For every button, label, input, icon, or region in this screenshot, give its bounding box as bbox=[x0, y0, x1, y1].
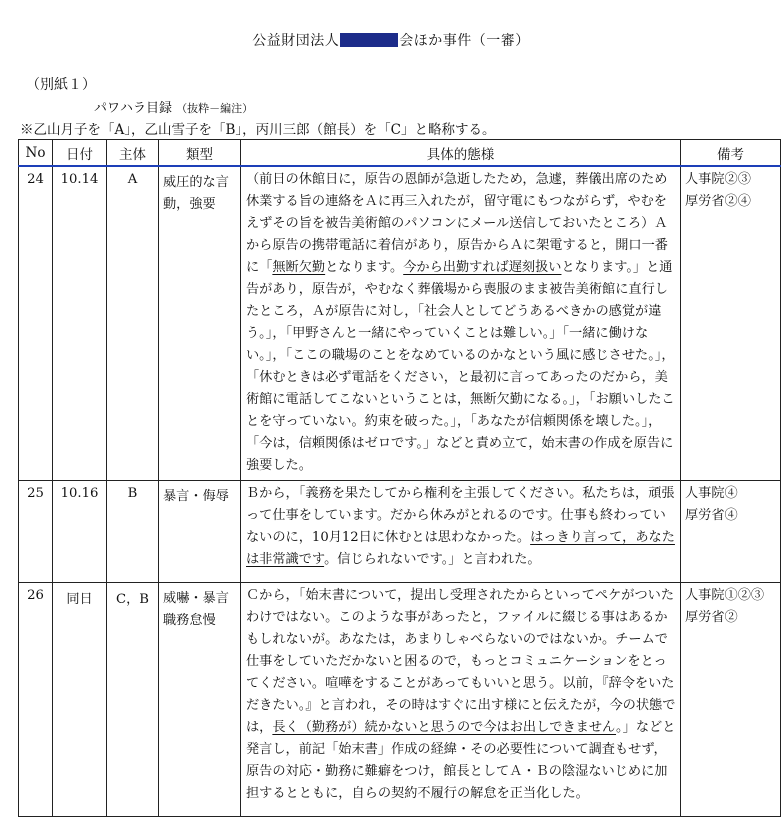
row-detail bbox=[241, 480, 681, 582]
list-title-main: パワハラ目録 bbox=[94, 101, 173, 116]
detail-segment: 。」などと発言し，前記「始末書」作成の経緯・その必要性について調査もせず，原告の対応・勤務に難癖をつけ，館長としてＡ・Ｂの陰湿ないじめに加担するとともに，自らの契約不履行の解怠を正当化した。 bbox=[246, 719, 676, 801]
row-no: 24 bbox=[19, 166, 53, 480]
row-date: 同日 bbox=[53, 582, 107, 816]
header-remarks: 備考 bbox=[681, 140, 781, 167]
row-no: 26 bbox=[19, 582, 53, 816]
list-title bbox=[94, 97, 253, 116]
detail-segment: 。信じられないです。」と言われた。 bbox=[324, 551, 541, 567]
detail-segment-underlined: 長く（勤務が）続かないと思うので今はお出しできません bbox=[272, 719, 617, 735]
table-row bbox=[19, 166, 781, 480]
row-date: 10.14 bbox=[53, 166, 107, 480]
case-title-suffix: 会ほか事件（一審） bbox=[399, 33, 530, 49]
remark-item: 人事院②③ bbox=[685, 172, 751, 187]
header-detail: 具体的態様 bbox=[241, 140, 681, 167]
row-remarks bbox=[681, 480, 781, 582]
table-row bbox=[19, 582, 781, 816]
remark-item: 厚労省②④ bbox=[685, 194, 751, 209]
remark-item: 厚労省② bbox=[685, 609, 738, 625]
table-row bbox=[19, 480, 781, 582]
case-title bbox=[0, 30, 782, 50]
detail-segment-underlined: 無断欠勤 bbox=[272, 260, 326, 275]
row-date: 10.16 bbox=[53, 480, 107, 582]
harassment-table bbox=[18, 139, 781, 817]
row-type: 暴言・侮辱 bbox=[159, 480, 241, 582]
redaction-block bbox=[340, 33, 398, 47]
row-actor: B bbox=[107, 480, 159, 582]
row-no: 25 bbox=[19, 480, 53, 582]
header-no: No bbox=[19, 140, 53, 167]
header-date: 日付 bbox=[53, 140, 107, 167]
detail-segment: となります。 bbox=[325, 260, 404, 275]
row-remarks bbox=[681, 166, 781, 480]
row-detail bbox=[241, 166, 681, 480]
detail-segment: となります。」と通告があり，原告が，やむなく葬儀場から喪服のまま被告美術館に直行したところ，Ａが原告に対し，「社会人としてどうあるべきかの感覚が違う。」，「甲野さんと一緒にやっていくことは難しい。」「一緒に働けない。」，「ここの職場のことをなめているのかなという風に感じさせた。」，「休むときは必ず電話をください，と最初に言ってあったのだから，美術館に電話してこないということは，無断欠勤になる。」，「お願いしたことを守っていない。約束を破った。」，「あなたが信頼関係を壊した。」，「今は，信頼関係はゼロです。」などと責め立て，始末書の作成を原告に強要した。 bbox=[246, 260, 675, 473]
row-actor: A bbox=[107, 166, 159, 480]
attachment-label: （別紙１） bbox=[26, 77, 96, 93]
row-type: 威嚇・暴言職務怠慢 bbox=[159, 582, 241, 816]
row-remarks bbox=[681, 582, 781, 816]
row-detail bbox=[241, 582, 681, 816]
remark-item: 厚労省④ bbox=[685, 507, 738, 523]
row-type: 威圧的な言動，強要 bbox=[159, 166, 241, 480]
remark-item: 人事院①②③ bbox=[685, 587, 765, 603]
list-title-sub: （抜粋－編注） bbox=[176, 102, 254, 115]
detail-segment: Ｂから，「義務を果たしてから権利を主張してください。私たちは，頑張って仕事をしています。だから休みがとれるのです。仕事も終わっていないのに，10月12日に休むとは思わなかった。 bbox=[246, 485, 675, 545]
header-type: 類型 bbox=[159, 140, 241, 167]
remark-item: 人事院④ bbox=[685, 485, 738, 501]
header-actor: 主体 bbox=[107, 140, 159, 167]
detail-segment-underlined: はっきり言って，あなたは非常識です bbox=[246, 529, 675, 567]
detail-segment: （前日の休館日に，原告の恩師が急逝したため，急遽，葬儀出席のため休業する旨の連絡をＡに再三入れたが，留守電にもつながらず，やむをえずその旨を被告美術館のパソコンにメール送信しておいたところ）Ａから原告の携帯電話に着信があり，原告からＡに架電すると，開口一番に「 bbox=[246, 172, 668, 275]
table-header-row bbox=[19, 140, 781, 167]
detail-segment: Ｃから，「始末書について，提出し受理されたからといってペケがついたわけではない。このような事があったと，ファイルに綴じる事はあるかもしれないが。あなたは，あまりしゃべらないのではないか。チームで仕事をしていただかないと困るので，もっとコミュニケーションをとってください。喧嘩をすることがあってもいいと思う。以前，『辞令をいただきたい。』と言われ，その時はすぐに出す様にと伝えたが，今の状態では， bbox=[246, 587, 676, 735]
abbreviation-note: ※乙山月子を「A」，乙山雪子を「B」，丙川三郎（館長）を「C」と略称する。 bbox=[20, 122, 496, 138]
row-actor: C，B bbox=[107, 582, 159, 816]
case-title-prefix: 公益財団法人 bbox=[252, 33, 340, 49]
detail-segment-underlined: 今から出勤すれば遅刻扱い bbox=[403, 260, 562, 275]
